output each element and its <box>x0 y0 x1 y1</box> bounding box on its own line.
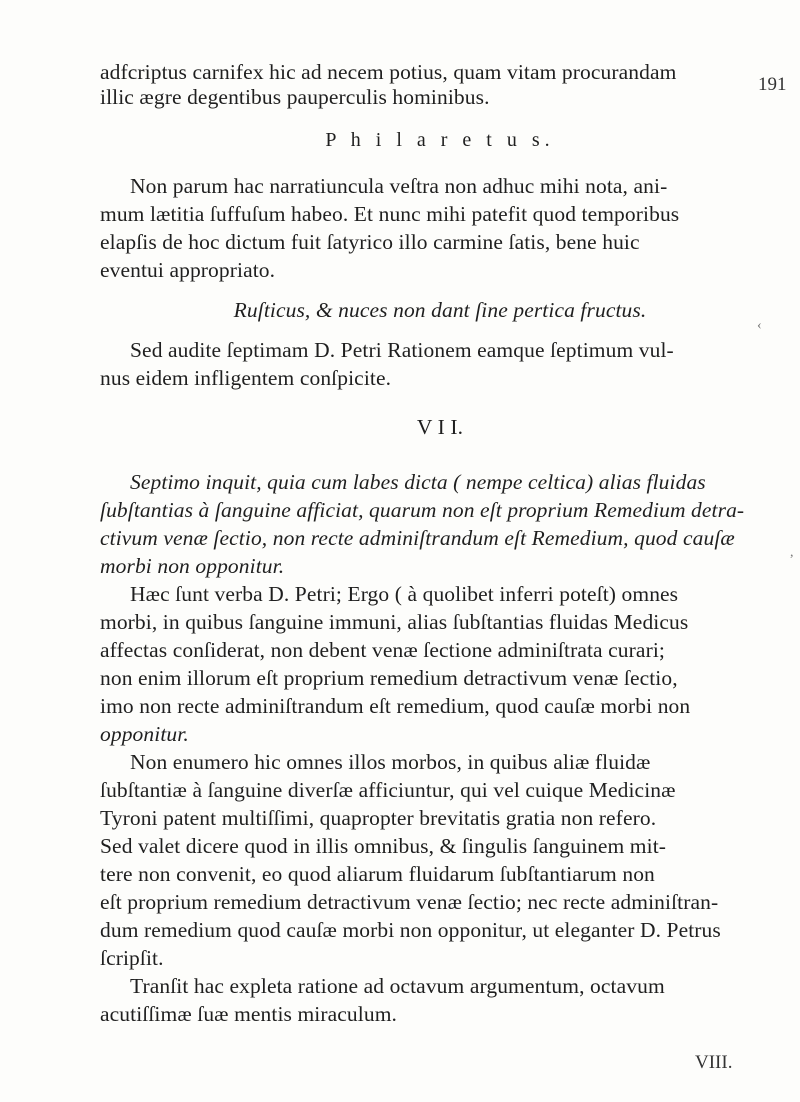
text-line: acutiſſimæ ſuæ mentis miraculum. <box>100 1002 397 1026</box>
text-line: mum lætitia ſuffuſum habeo. Et nunc mihi patefit quod temporibus <box>100 202 680 226</box>
catchword: VIII. <box>695 1052 733 1073</box>
margin-mark: ‹ <box>757 318 762 333</box>
text-line: Tranſit hac expleta ratione ad octavum argumentum, octavum <box>130 974 665 998</box>
text-line: nus eidem infligentem conſpicite. <box>100 366 392 390</box>
text-line: Non parum hac narratiuncula veſtra non adhuc mihi nota, ani- <box>130 174 668 198</box>
text-line: imo non recte adminiſtrandum eſt remedium, quod cauſæ morbi non <box>100 694 691 718</box>
section-numeral: V I I. <box>416 415 464 439</box>
text-line: morbi non opponitur. <box>100 554 285 578</box>
text-line: ctivum venæ ſectio, non recte adminiſtrandum eſt Remedium, quod cauſæ <box>100 526 735 550</box>
text-line: dum remedium quod cauſæ morbi non opponitur, ut eleganter D. Petrus <box>100 918 721 942</box>
text-line: illic ægre degentibus pauperculis hominibus. <box>100 85 490 109</box>
text-line: ſubſtantiæ à ſanguine diverſæ afficiuntur, qui vel cuique Medicinæ <box>100 778 676 802</box>
text-line: adfcriptus carnifex hic ad necem potius, quam vitam procurandam <box>100 60 677 84</box>
text-line: elapſis de hoc dictum fuit ſatyrico illo carmine ſatis, bene huic <box>100 230 640 254</box>
speaker-heading: P h i l a r e t u s. <box>325 129 555 151</box>
text-line: ſubſtantias à ſanguine afficiat, quarum non eſt proprium Remedium detra- <box>100 498 745 522</box>
text-line: morbi, in quibus ſanguine immuni, alias ſubſtantias fluidas Medicus <box>100 610 689 634</box>
text-line: affectas conſiderat, non debent venæ ſectione adminiſtrata curari; <box>100 638 665 662</box>
text-line: Septimo inquit, quia cum labes dicta ( nempe celtica) alias fluidas <box>130 470 706 494</box>
text-line: opponitur. <box>100 722 189 746</box>
text-line: Sed audite ſeptimam D. Petri Rationem eamque ſeptimum vul- <box>130 338 674 362</box>
page-number: 191 <box>758 74 787 95</box>
text-line: eſt proprium remedium detractivum venæ ſectio; nec recte adminiſtran- <box>100 890 719 914</box>
text-line: Tyroni patent multiſſimi, quapropter brevitatis gratia non refero. <box>100 806 657 830</box>
text-line: Hæc ſunt verba D. Petri; Ergo ( à quolibet inferri poteſt) omnes <box>130 582 679 606</box>
text-line: Non enumero hic omnes illos morbos, in quibus aliæ fluidæ <box>130 750 651 774</box>
text-line: non enim illorum eſt proprium remedium detractivum venæ ſectio, <box>100 666 678 690</box>
text-line: eventui appropriato. <box>100 258 276 282</box>
text-line: tere non convenit, eo quod aliarum fluidarum ſubſtantiarum non <box>100 862 655 886</box>
verse-quote: Ruſticus, & nuces non dant ſine pertica fructus. <box>233 298 647 322</box>
margin-mark: , <box>790 545 794 560</box>
text-line: Sed valet dicere quod in illis omnibus, & ſingulis ſanguinem mit- <box>100 834 667 858</box>
text-line: ſcripſit. <box>100 946 164 970</box>
